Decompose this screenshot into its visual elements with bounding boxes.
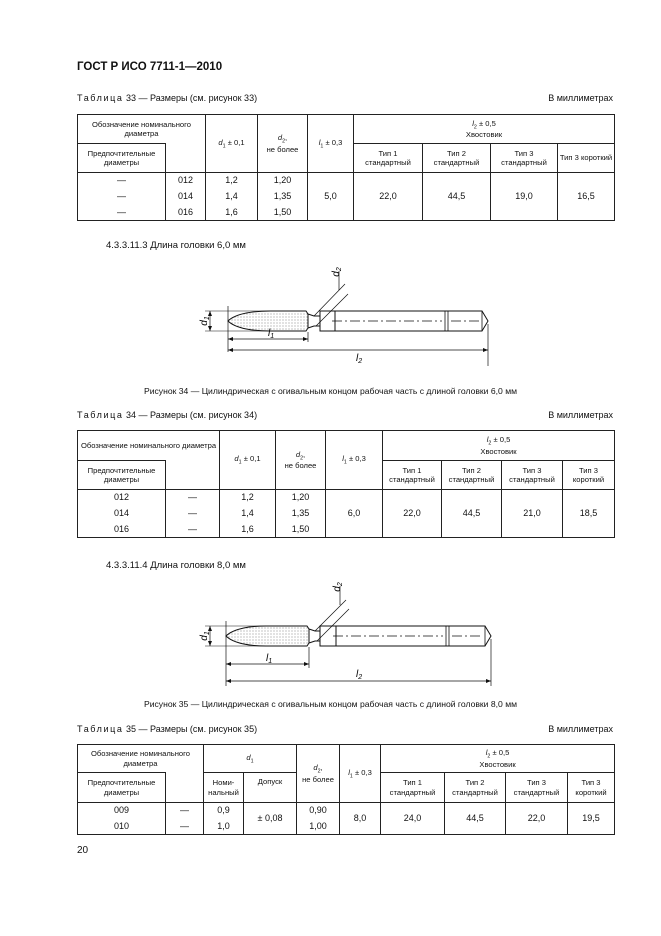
- table-34-caption: [77, 410, 257, 420]
- label-d1: $d_1$: [199, 631, 211, 641]
- cell-d2: 1,00: [297, 819, 340, 835]
- label-l1: $l_1$: [268, 328, 275, 340]
- header-designation: Обозначение номинального диаметра: [78, 115, 206, 144]
- header-code-blank: [166, 461, 220, 490]
- header-type3-standard: Тип 3 стандартный: [506, 773, 568, 803]
- header-code-blank: [166, 773, 204, 803]
- cell-d2: 1,50: [258, 205, 308, 221]
- header-type2: Тип 2 стандартный: [442, 461, 502, 490]
- cell-preferred: —: [78, 205, 166, 221]
- header-type3-short: Тип 3 короткий: [563, 461, 615, 490]
- cell-code: —: [166, 819, 204, 835]
- cell-l1: 6,0: [326, 490, 383, 538]
- header-l2: $l_2 \pm 0,5$ Хвостовик: [383, 431, 615, 461]
- neck: [309, 629, 320, 643]
- header-shank: Хвостовик: [480, 446, 517, 456]
- cell-type2: 44,5: [445, 803, 506, 835]
- figure-34-caption: Рисунок 34 — Цилиндрическая с огивальным концом рабочая часть с длиной головки 6,0 мм: [143, 386, 518, 396]
- cell-l1: 5,0: [308, 173, 354, 221]
- header-l2: $l_2 \pm 0,5$ Хвостовик: [354, 115, 615, 144]
- cell-code: —: [166, 490, 220, 506]
- header-type1: Тип 1 стандартный: [354, 144, 423, 173]
- cell-tolerance: ± 0,08: [244, 803, 297, 835]
- cell-preferred: 014: [78, 506, 166, 522]
- header-l1: $l_1 \pm 0,3$: [326, 431, 383, 490]
- label-d2: $d_2$: [331, 267, 343, 277]
- header-type1: Тип 1 стандартный: [383, 461, 442, 490]
- figure-35-caption: Рисунок 35 — Цилиндрическая с огивальным концом рабочая часть с длиной головки 8,0 мм: [143, 699, 518, 709]
- cell-type1: 24,0: [381, 803, 445, 835]
- section-heading-11-3: 4.3.3.11.3 Длина головки 6,0 мм: [106, 240, 246, 251]
- cell-type2: 44,5: [423, 173, 491, 221]
- cell-code: —: [166, 803, 204, 819]
- cell-d2: 1,50: [276, 522, 326, 538]
- cell-preferred: 009: [78, 803, 166, 819]
- cell-type3-short: 19,5: [568, 803, 615, 835]
- table-33-caption: [77, 93, 257, 103]
- cell-d2: 1,20: [258, 173, 308, 189]
- cell-d2: 1,20: [276, 490, 326, 506]
- cell-type1: 22,0: [383, 490, 442, 538]
- header-type1: Тип 1 стандартный: [381, 773, 445, 803]
- header-preferred: Предпочтительные диаметры: [78, 144, 166, 173]
- cell-preferred: 016: [78, 522, 166, 538]
- cell-code: 012: [166, 173, 206, 189]
- cell-l1: 8,0: [340, 803, 381, 835]
- ogive-head: [226, 626, 309, 646]
- header-l1: $l_1 \pm 0,3$: [340, 745, 381, 803]
- document-header: ГОСТ Р ИСО 7711-1—2010: [77, 61, 223, 73]
- units-note: В миллиметрах: [548, 724, 613, 734]
- cell-d1: 1,2: [206, 173, 258, 189]
- cell-type3-short: 18,5: [563, 490, 615, 538]
- caption-prefix: Таблица: [77, 724, 124, 734]
- header-d2: $d_2$, не более: [258, 115, 308, 173]
- cell-d1: 1,2: [220, 490, 276, 506]
- cell-type3-short: 16,5: [558, 173, 615, 221]
- header-l2: $l_2 \pm 0,5$ Хвостовик: [381, 745, 615, 773]
- label-d2: $d_2$: [332, 582, 344, 592]
- label-l1: $l_1$: [266, 653, 273, 665]
- figure-34-drawing: [180, 262, 500, 372]
- caption-prefix: Таблица: [77, 93, 124, 103]
- cell-d2: 1,35: [258, 189, 308, 205]
- header-type3-short: Тип 3 короткий: [558, 144, 615, 173]
- header-d1: $d_1 \pm 0,1$: [206, 115, 258, 173]
- cell-preferred: —: [78, 189, 166, 205]
- header-type3-standard: Тип 3 стандартный: [491, 144, 558, 173]
- label-d1: $d_1$: [199, 316, 211, 326]
- cell-type3-standard: 21,0: [502, 490, 563, 538]
- cell-type3-standard: 22,0: [506, 803, 568, 835]
- cell-code: —: [166, 506, 220, 522]
- cell-preferred: —: [78, 173, 166, 189]
- cell-d1: 0,9: [204, 803, 244, 819]
- cell-d1: 1,4: [220, 506, 276, 522]
- cell-d2: 0,90: [297, 803, 340, 819]
- cell-d2: 1,35: [276, 506, 326, 522]
- cell-preferred: 012: [78, 490, 166, 506]
- header-type3-short: Тип 3 короткий: [568, 773, 615, 803]
- cell-d1: 1,4: [206, 189, 258, 205]
- label-l2: $l_2$: [356, 353, 363, 365]
- header-shank: Хвостовик: [479, 759, 516, 769]
- cell-code: 014: [166, 189, 206, 205]
- cell-preferred: 010: [78, 819, 166, 835]
- cell-code: —: [166, 522, 220, 538]
- header-preferred: Предпочтительные диаметры: [78, 461, 166, 490]
- caption-prefix: Таблица: [77, 410, 124, 420]
- header-type2: Тип 2 стандартный: [423, 144, 491, 173]
- cell-type1: 22,0: [354, 173, 423, 221]
- header-d2: $d_2$, не более: [276, 431, 326, 490]
- page-number: 20: [77, 845, 89, 856]
- caption-text: 34 — Размеры (см. рисунок 34): [126, 410, 258, 420]
- table-35-caption: [77, 724, 257, 734]
- cell-code: 016: [166, 205, 206, 221]
- header-tolerance: Допуск: [244, 773, 297, 803]
- header-d2: $d_2$, не более: [297, 745, 340, 803]
- table-33: [77, 114, 615, 221]
- caption-text: 33 — Размеры (см. рисунок 33): [126, 93, 258, 103]
- header-d1: $d_1$: [204, 745, 297, 773]
- header-preferred: Предпочтительные диаметры: [78, 773, 166, 803]
- cell-type3-standard: 19,0: [491, 173, 558, 221]
- neck: [308, 314, 320, 328]
- units-note: В миллиметрах: [548, 410, 613, 420]
- header-code-blank: [166, 144, 206, 173]
- cell-d1: 1,6: [220, 522, 276, 538]
- caption-text: 35 — Размеры (см. рисунок 35): [126, 724, 258, 734]
- cell-d1: 1,6: [206, 205, 258, 221]
- header-designation: Обозначение номинального диаметра: [78, 431, 220, 461]
- header-type3-standard: Тип 3 стандартный: [502, 461, 563, 490]
- cell-d1: 1,0: [204, 819, 244, 835]
- section-heading-11-4: 4.3.3.11.4 Длина головки 8,0 мм: [106, 560, 246, 571]
- label-l2: $l_2$: [356, 669, 363, 681]
- table-34: [77, 430, 615, 538]
- units-note: В миллиметрах: [548, 93, 613, 103]
- header-d1: $d_1 \pm 0,1$: [220, 431, 276, 490]
- table-35: [77, 744, 615, 835]
- cell-type2: 44,5: [442, 490, 502, 538]
- header-type2: Тип 2 стандартный: [445, 773, 506, 803]
- header-shank: Хвостовик: [465, 130, 503, 140]
- header-nominal: Номи-нальный: [204, 773, 244, 803]
- header-l1: $l_1 \pm 0,3$: [308, 115, 354, 173]
- header-designation: Обозначение номинального диаметра: [78, 745, 204, 773]
- figure-35-drawing: [180, 576, 500, 686]
